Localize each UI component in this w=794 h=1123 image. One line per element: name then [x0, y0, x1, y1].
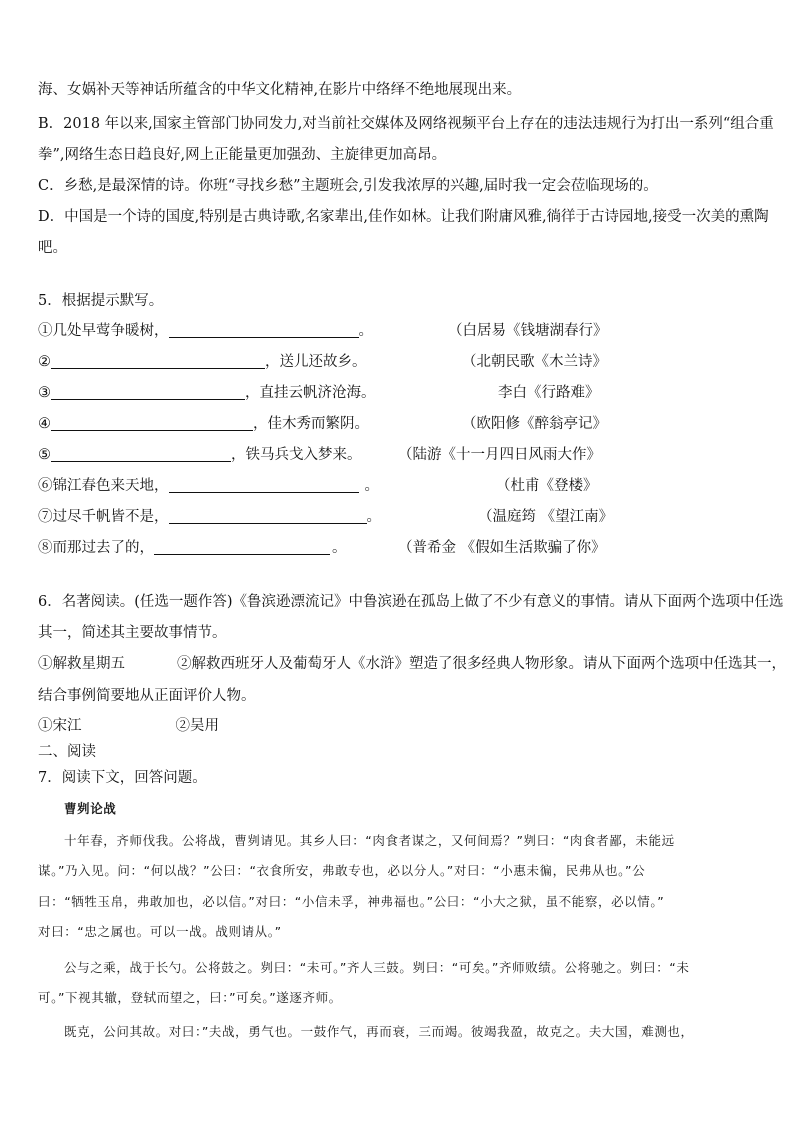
q5-item-4-pre: ④ — [38, 416, 51, 432]
answer-blank[interactable] — [169, 321, 359, 338]
passage-line: 十年春，齐师伐我。公将战，曹刿请见。其乡人曰：“肉食者谋之，又何间焉？”刿曰：“肉食者鄙，未能远 — [64, 833, 675, 848]
q4-option-b-line1: B．2018 年以来,国家主管部门协同发力,对当前社交媒体及网络视频平台上存在的违法违规行为打出一系列“组合重 — [38, 116, 774, 132]
q6-line5 — [38, 716, 219, 736]
answer-blank[interactable] — [169, 476, 359, 493]
q5-item-8-source: （普希金 《假如生活欺骗了你》 — [398, 540, 606, 556]
passage-line: 曰：“牺牲玉帛，弗敢加也，必以信。”对曰：“小信未孚，神弗福也。”公曰：“小大之狱，虽不能察，必以情。” — [38, 894, 665, 909]
q5-item-5-source: （陆游《十一月四日风雨大作》 — [398, 447, 601, 463]
q6-option-1: ①解救星期五 — [38, 656, 125, 672]
q5-item-4-source: （欧阳修《醉翁亭记》 — [462, 416, 607, 432]
q5-item-7-source: （温庭筠 《望江南》 — [478, 509, 614, 525]
answer-blank[interactable] — [51, 383, 245, 400]
q5-item-7-post: 。 — [366, 509, 381, 525]
q4-option-a-continuation: 海、女娲补天等神话所蕴含的中华文化精神,在影片中络绎不绝地展现出来。 — [38, 82, 522, 98]
q5-item-6-post: 。 — [364, 478, 379, 494]
q5-item-4-post: ，佳木秀而繁阴。 — [253, 416, 369, 432]
q6-line2: 其一，简述其主要故事情节。 — [38, 625, 227, 641]
q5-item-1-post: 。 — [358, 323, 373, 339]
answer-blank[interactable] — [51, 352, 265, 369]
answer-blank[interactable] — [154, 538, 330, 555]
q6-option-3: ①宋江 — [38, 718, 82, 734]
q5-item-3 — [38, 383, 758, 403]
q7-title: 7．阅读下文，回答问题。 — [38, 770, 207, 786]
q5-title: 5．根据提示默写。 — [38, 293, 164, 309]
q5-item-5-pre: ⑤ — [38, 447, 51, 463]
section-heading: 二、阅读 — [38, 744, 96, 760]
answer-blank[interactable] — [169, 507, 367, 524]
q6-option-2: ②解救西班牙人及葡萄牙人《水浒》塑造了很多经典人物形象。请从下面两个选项中任选其一， — [177, 656, 786, 672]
q5-item-2-post: ，送儿还故乡。 — [265, 354, 367, 370]
q5-item-2 — [38, 352, 758, 372]
passage-line: 公与之乘，战于长勺。公将鼓之。刿曰：“未可。”齐人三鼓。刿曰：“可矣。”齐师败绩。公将驰之。刿曰：“未 — [64, 960, 690, 975]
q4-option-d-line1: D．中国是一个诗的国度,特别是古典诗歌,名家辈出,佳作如林。让我们附庸风雅,徜徉于古诗园地,接受一次美的熏陶 — [38, 209, 769, 225]
q5-item-7-pre: ⑦过尽千帆皆不是， — [38, 509, 169, 525]
q5-item-8-pre: ⑧而那过去了的， — [38, 540, 154, 556]
passage-line: 既克，公问其故。对曰：”夫战，勇气也。一鼓作气，再而衰，三而竭。彼竭我盈，故克之。夫大国，难测也， — [64, 1024, 694, 1039]
q5-item-5-post: ，铁马兵戈入梦来。 — [231, 447, 362, 463]
q5-item-6-pre: ⑥锦江春色来天地， — [38, 478, 169, 494]
passage-line: 对曰：“忠之属也。可以一战。战则请从。” — [38, 924, 282, 939]
q5-item-6-source: （杜甫《登楼》 — [496, 478, 598, 494]
passage-line: 可。”下视其辙，登轼而望之，曰：”可矣。”遂逐齐师。 — [38, 990, 342, 1005]
q5-item-1-source: （白居易《钱塘湖春行》 — [448, 323, 608, 339]
q5-item-3-post: ，直挂云帆济沧海。 — [245, 385, 376, 401]
q5-item-3-pre: ③ — [38, 385, 51, 401]
q5-item-8-post: 。 — [332, 540, 347, 556]
q5-item-6 — [38, 476, 758, 496]
q5-item-7 — [38, 507, 758, 527]
passage-line: 谋。”乃入见。问：“何以战？”公曰：“衣食所安，弗敢专也，必以分人。”对曰：“小惠未徧，民弗从也。”公 — [38, 863, 646, 878]
answer-blank[interactable] — [51, 414, 253, 431]
q4-option-b-line2: 拳”,网络生态日趋良好,网上正能量更加强劲、主旋律更加高昂。 — [38, 147, 447, 163]
q6-line4: 结合事例简要地从正面评价人物。 — [38, 688, 256, 704]
q6-option-4: ②吴用 — [175, 718, 219, 734]
passage-title: 曹刿论战 — [64, 801, 117, 816]
q5-item-3-source: 李白《行路难》 — [498, 385, 600, 401]
q5-item-8 — [38, 538, 758, 558]
q6-line3 — [38, 654, 786, 674]
q5-item-4 — [38, 414, 758, 434]
q5-item-1-pre: ①几处早莺争暖树， — [38, 323, 169, 339]
q5-item-2-source: （北朝民歌《木兰诗》 — [462, 354, 607, 370]
q5-item-5 — [38, 445, 758, 465]
q4-option-d-line2: 吧。 — [38, 240, 67, 256]
q6-line1: 6．名著阅读。(任选一题作答)《鲁滨逊漂流记》中鲁滨逊在孤岛上做了不少有意义的事情。请从下面两个选项中任选 — [38, 594, 784, 610]
q5-item-2-pre: ② — [38, 354, 51, 370]
answer-blank[interactable] — [51, 445, 231, 462]
q5-item-1 — [38, 321, 758, 341]
q4-option-c: C．乡愁,是最深情的诗。你班“寻找乡愁”主题班会,引发我浓厚的兴趣,届时我一定会莅临现场的。 — [38, 178, 658, 194]
